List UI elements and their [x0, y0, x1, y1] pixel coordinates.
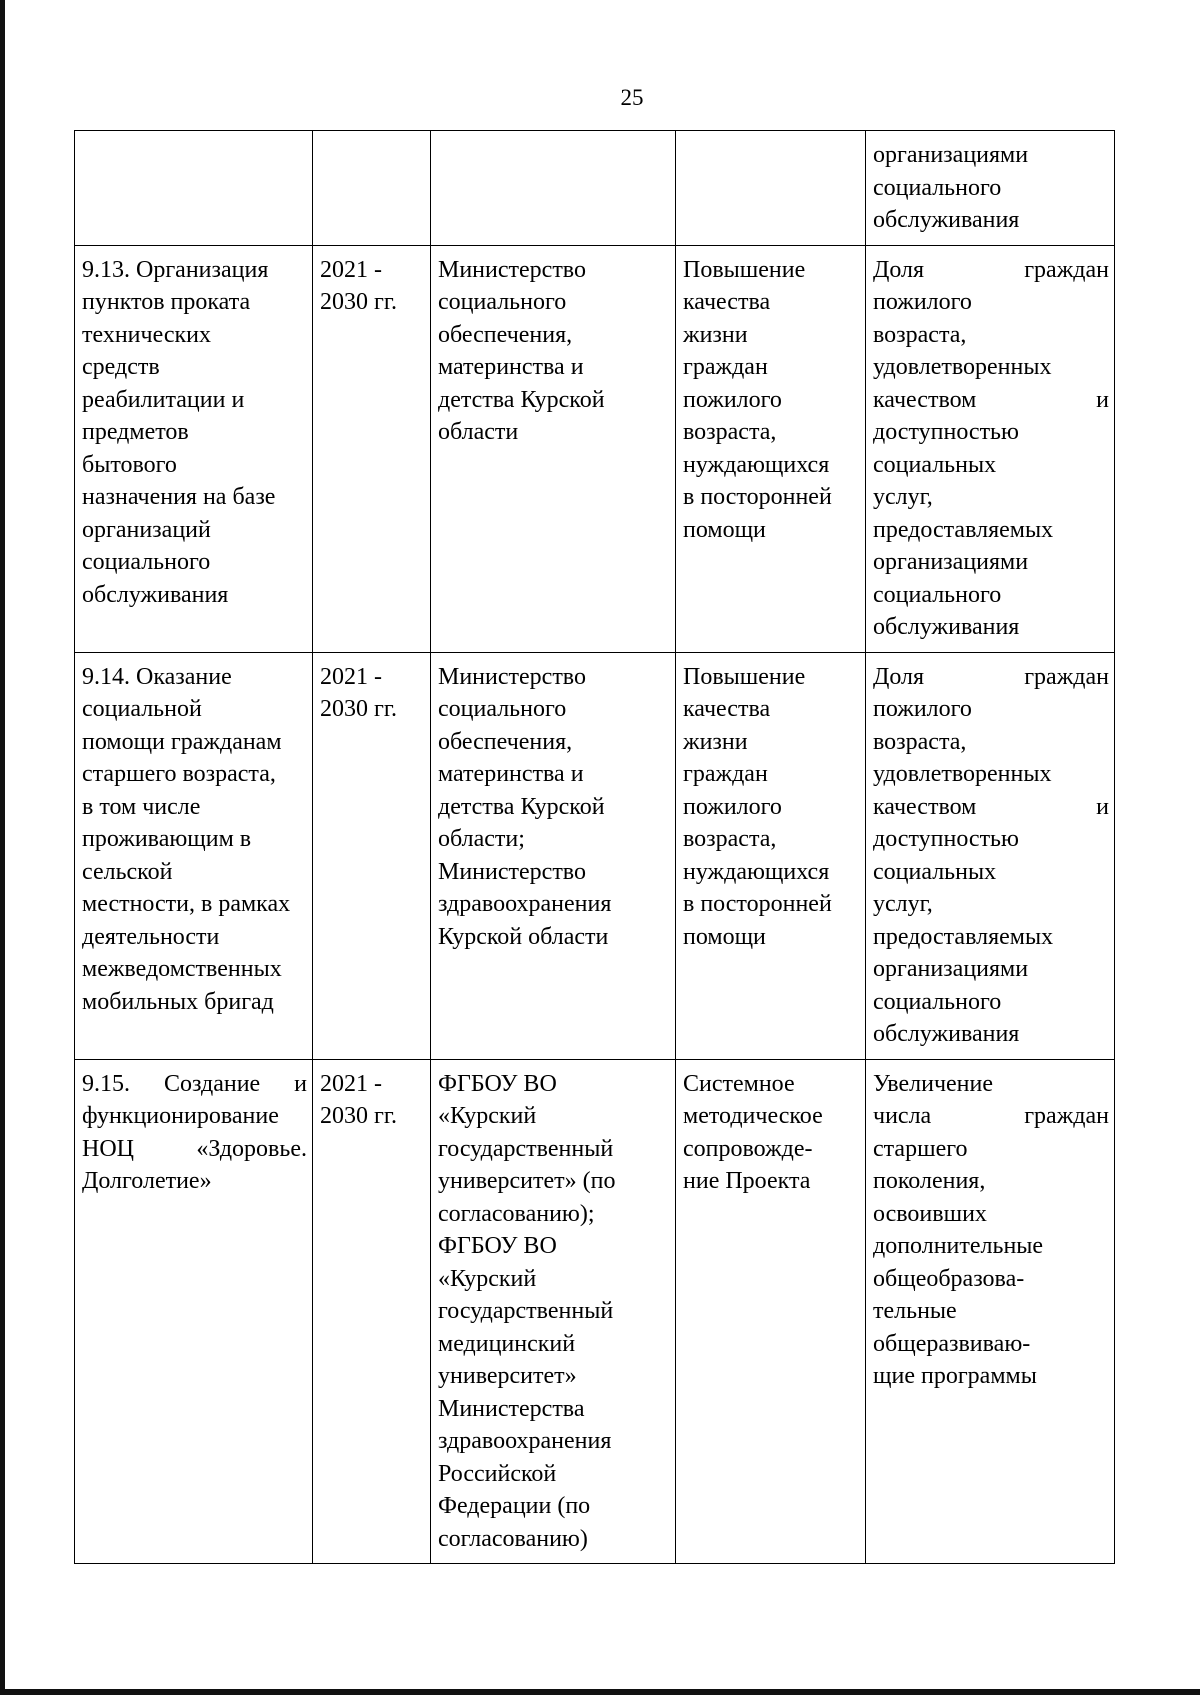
cell-line: дополнительные [873, 1233, 1044, 1259]
measures-table-body [75, 131, 1115, 1564]
cell-line: социального [873, 988, 1002, 1015]
cell-line: общеразвиваю- [873, 1330, 1031, 1357]
measure-cell [75, 652, 313, 1059]
cell-line [82, 1133, 307, 1166]
cell-line: доступностью [873, 826, 1019, 852]
cell-line: здравоохранения [438, 1428, 612, 1454]
cell-line: предоставляемых [873, 923, 1054, 950]
cell-line: 9.14. Оказание [82, 663, 232, 690]
cell-word: 9.15. [82, 1070, 130, 1097]
cell-line: Министерство [438, 858, 586, 885]
cell-line: в посторонней [683, 484, 832, 510]
period-cell [313, 131, 431, 246]
cell-line: университет» (по [438, 1168, 616, 1194]
cell-line: Увеличение [873, 1070, 994, 1097]
cell-line: организациями [873, 142, 1029, 168]
cell-line: социального [873, 581, 1002, 608]
cell-line: социального [82, 549, 211, 575]
cell-line: возраста, [873, 321, 967, 348]
cell-word: Создание [163, 1070, 261, 1097]
measures-table [74, 130, 1115, 1564]
cell-line: нуждающихся [683, 451, 830, 478]
cell-line: межведомственных [82, 956, 282, 982]
cell-line: пожилого [873, 289, 972, 315]
page-number: 25 [620, 85, 644, 110]
cell-line: 2030 гг. [320, 696, 397, 722]
cell-line: жизни [683, 321, 748, 348]
cell-word: и [1096, 386, 1109, 413]
result-cell [676, 245, 866, 652]
cell-line: 2030 гг. [320, 1103, 397, 1129]
cell-line: обслуживания [82, 581, 229, 608]
cell-word: числа [873, 1103, 932, 1129]
cell-line: мобильных бригад [82, 988, 274, 1015]
cell-line: обеспечения, [438, 321, 573, 348]
table-row [75, 131, 1115, 246]
cell-line: технических [82, 321, 211, 348]
cell-line: социальных [873, 858, 997, 885]
cell-line: социального [438, 289, 567, 315]
cell-line: в посторонней [683, 891, 832, 917]
cell-line: в том числе [82, 793, 201, 820]
indicator-cell [866, 1059, 1115, 1564]
indicator-cell [866, 131, 1115, 246]
cell-line: материнства и [438, 761, 584, 787]
cell-word: Доля [873, 663, 925, 690]
table-row [75, 245, 1115, 652]
cell-line: щие программы [873, 1363, 1037, 1389]
cell-line: Министерства [438, 1395, 585, 1422]
cell-line: «Курский [438, 1265, 537, 1292]
cell-line: здравоохранения [438, 891, 612, 917]
cell-line: Министерство [438, 663, 586, 690]
cell-line: Повышение [683, 663, 806, 690]
cell-line: области [438, 419, 519, 445]
cell-line: сопровожде- [683, 1135, 813, 1162]
cell-line: 2021 - [320, 663, 382, 690]
cell-word: граждан [1024, 256, 1109, 283]
cell-line: обслуживания [873, 207, 1020, 233]
cell-line: Курской области [438, 923, 609, 950]
cell-line: возраста, [683, 419, 777, 445]
cell-line: социального [873, 174, 1002, 201]
cell-line: помощи [683, 923, 766, 950]
cell-line: 9.13. Организация [82, 256, 269, 283]
cell-line: возраста, [683, 826, 777, 852]
cell-line: общеобразова- [873, 1265, 1025, 1292]
cell-line [82, 1068, 307, 1101]
cell-line: проживающим в [82, 826, 252, 852]
cell-line: предоставляемых [873, 516, 1054, 543]
table-row [75, 652, 1115, 1059]
cell-line: Долголетие» [82, 1168, 212, 1194]
cell-line: функционирование [82, 1103, 279, 1129]
cell-line: согласованию) [438, 1525, 588, 1552]
cell-line: Федерации (по [438, 1493, 591, 1519]
indicator-cell [866, 652, 1115, 1059]
cell-line: старшего [873, 1135, 968, 1162]
cell-line: согласованию); [438, 1200, 595, 1227]
cell-line: средств [82, 354, 160, 380]
cell-word: и [294, 1070, 307, 1097]
cell-line: «Курский [438, 1103, 537, 1129]
executor-cell [431, 245, 676, 652]
cell-line [873, 791, 1109, 824]
cell-line: организациями [873, 549, 1029, 575]
cell-line: пожилого [683, 793, 782, 820]
scan-edge-bottom [0, 1689, 1200, 1695]
cell-line: ФГБОУ ВО [438, 1233, 557, 1259]
cell-line: 2021 - [320, 256, 382, 283]
cell-line: удовлетворенных [873, 761, 1052, 787]
cell-line: сельской [82, 858, 173, 885]
cell-line: удовлетворенных [873, 354, 1052, 380]
cell-line: детства Курской [438, 793, 605, 820]
cell-line: материнства и [438, 354, 584, 380]
cell-word: качеством [873, 386, 977, 413]
cell-line: Министерство [438, 256, 586, 283]
cell-line: тельные [873, 1298, 957, 1324]
cell-line: бытового [82, 451, 177, 478]
cell-line: социальной [82, 696, 202, 722]
cell-line: Повышение [683, 256, 806, 283]
cell-line: ние Проекта [683, 1168, 811, 1194]
cell-line: области; [438, 826, 525, 852]
cell-line: университет» [438, 1363, 577, 1389]
result-cell [676, 1059, 866, 1564]
cell-line [873, 661, 1109, 694]
cell-word: качеством [873, 793, 977, 820]
cell-line: назначения на базе [82, 484, 276, 510]
cell-line: старшего возраста, [82, 761, 276, 787]
cell-line [873, 384, 1109, 417]
measure-cell [75, 245, 313, 652]
cell-line: освоивших [873, 1200, 987, 1227]
cell-line: государственный [438, 1298, 614, 1324]
cell-line: Системное [683, 1070, 795, 1097]
cell-line: предметов [82, 419, 189, 445]
cell-line: социального [438, 696, 567, 722]
cell-line: обслуживания [873, 1021, 1020, 1047]
cell-line: медицинский [438, 1330, 576, 1357]
cell-word: НОЦ [82, 1135, 134, 1162]
cell-line: граждан [683, 354, 768, 380]
cell-line: организаций [82, 516, 211, 543]
executor-cell [431, 1059, 676, 1564]
cell-line: ФГБОУ ВО [438, 1070, 557, 1097]
cell-line: государственный [438, 1135, 614, 1162]
cell-line: пунктов проката [82, 289, 251, 315]
measure-cell [75, 131, 313, 246]
result-cell [676, 131, 866, 246]
cell-line [873, 254, 1109, 287]
cell-word: «Здоровье. [196, 1135, 307, 1162]
cell-line: услуг, [873, 891, 933, 917]
cell-line: возраста, [873, 728, 967, 755]
cell-line: методическое [683, 1103, 823, 1129]
cell-line [873, 1100, 1109, 1133]
cell-line: социальных [873, 451, 997, 478]
cell-line: обслуживания [873, 614, 1020, 640]
cell-line: услуг, [873, 484, 933, 510]
cell-word: граждан [1024, 663, 1109, 690]
cell-line: Российской [438, 1460, 557, 1487]
result-cell [676, 652, 866, 1059]
cell-line: качества [683, 289, 771, 315]
scan-edge-left [0, 0, 5, 1695]
cell-line: помощи [683, 516, 766, 543]
cell-line: пожилого [683, 386, 782, 413]
cell-line: доступностью [873, 419, 1019, 445]
cell-line: помощи гражданам [82, 728, 282, 755]
cell-line: качества [683, 696, 771, 722]
cell-line: граждан [683, 761, 768, 787]
cell-line: обеспечения, [438, 728, 573, 755]
cell-line: поколения, [873, 1168, 986, 1194]
cell-line: пожилого [873, 696, 972, 722]
cell-line: местности, в рамках [82, 891, 291, 917]
cell-line: нуждающихся [683, 858, 830, 885]
cell-word: и [1096, 793, 1109, 820]
cell-word: Доля [873, 256, 925, 283]
cell-line: деятельности [82, 923, 220, 950]
measure-cell [75, 1059, 313, 1564]
cell-line: жизни [683, 728, 748, 755]
cell-line: 2021 - [320, 1070, 382, 1097]
cell-line: детства Курской [438, 386, 605, 413]
executor-cell [431, 652, 676, 1059]
period-cell [313, 1059, 431, 1564]
period-cell [313, 245, 431, 652]
executor-cell [431, 131, 676, 246]
cell-line: 2030 гг. [320, 289, 397, 315]
table-row [75, 1059, 1115, 1564]
cell-word: граждан [1024, 1103, 1109, 1129]
cell-line: организациями [873, 956, 1029, 982]
indicator-cell [866, 245, 1115, 652]
cell-line: реабилитации и [82, 386, 245, 413]
period-cell [313, 652, 431, 1059]
